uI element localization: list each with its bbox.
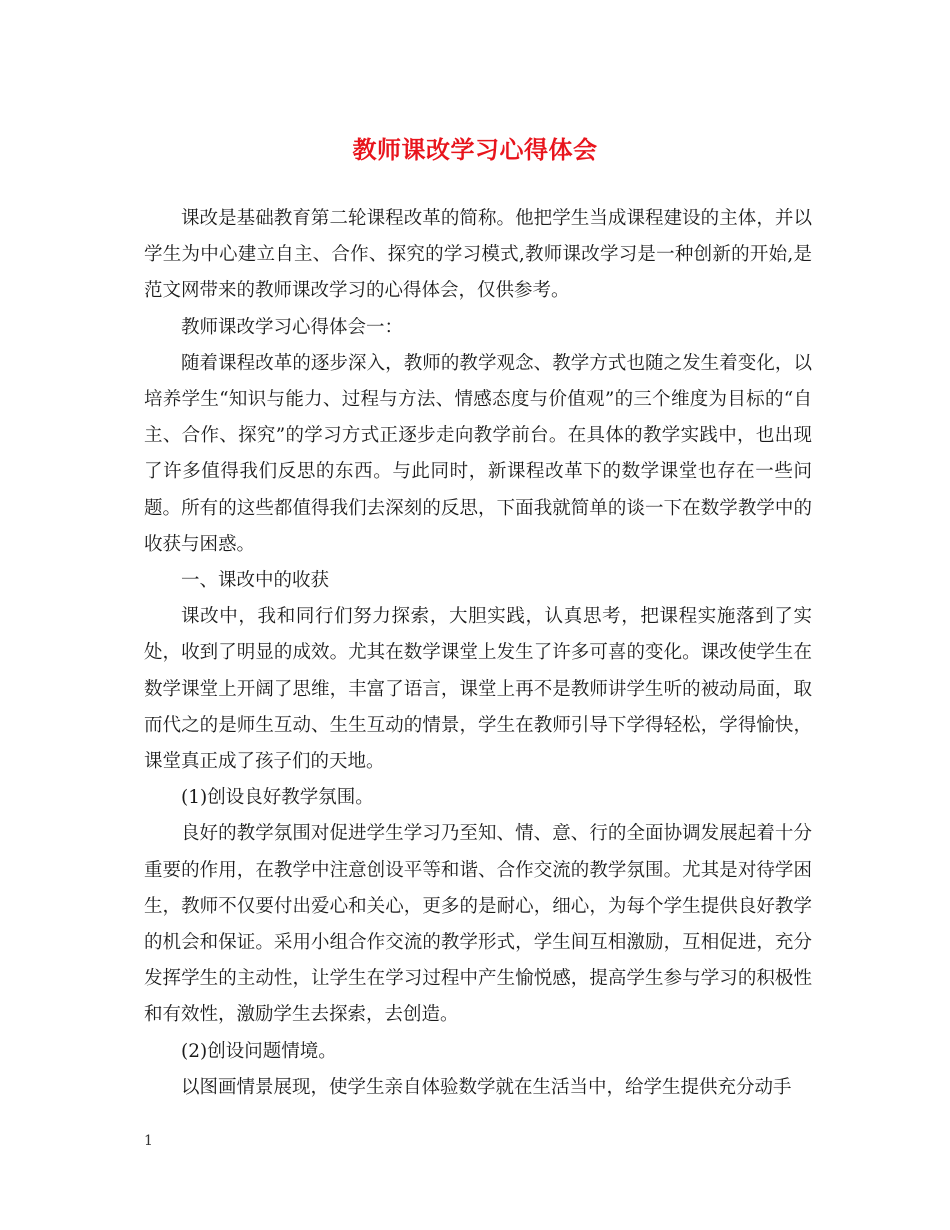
subheading-atmosphere: (1)创设良好教学氛围。 — [181, 787, 374, 809]
subheading-problem-situation: (2)创设问题情境。 — [181, 1040, 337, 1062]
paragraph-intro: 课改是基础教育第二轮课程改革的简称。他把学生当成课程建设的主体，并以学生为中心建立自主、合作、探究的学习模式,教师课改学习是一种创新的开始,是范文网带来的教师课改学习的心得体会，仅供参考。 — [144, 208, 812, 302]
paragraph-gains: 课改中，我和同行们努力探索，大胆实践，认真思考，把课程实施落到了实处，收到了明显的成效。尤其在数学课堂上发生了许多可喜的变化。课改使学生在数学课堂上开阔了思维，丰富了语言，课堂上再不是教师讲学生听的被动局面，取而代之的是师生互动、生生互动的情景，学生在教师引导下学得轻松，学得愉快，课堂真正成了孩子们的天地。 — [144, 606, 812, 773]
paragraph-reform-context: 随着课程改革的逐步深入，教师的教学观念、教学方式也随之发生着变化，以培养学生“知识与能力、过程与方法、情感态度与价值观”的三个维度为目标的“自主、合作、探究”的学习方式正逐步走向教学前台。在具体的教学实践中，也出现了许多值得我们反思的东西。与此同时，新课程改革下的数学课堂也存在一些问题。所有的这些都值得我们去深刻的反思，下面我就简单的谈一下在数学教学中的收获与困惑。 — [144, 352, 812, 555]
paragraph-heading-part-one: 教师课改学习心得体会一： — [181, 316, 404, 338]
paragraph-atmosphere: 良好的教学氛围对促进学生学习乃至知、情、意、行的全面协调发展起着十分重要的作用，在教学中注意创设平等和谐、合作交流的教学氛围。尤其是对待学困生，教师不仅要付出爱心和关心，更多的是耐心，细心，为每个学生提供良好教学的机会和保证。采用小组合作交流的教学形式，学生间互相激励，互相促进，充分发挥学生的主动性，让学生在学习过程中产生愉悦感，提高学生参与学习的积极性和有效性，激励学生去探索，去创造。 — [144, 823, 812, 1026]
paragraph-problem-situation: 以图画情景展现，使学生亲自体验数学就在生活当中，给学生提供充分动手 — [181, 1076, 792, 1098]
document-title: 教师课改学习心得体会 — [352, 135, 598, 164]
document-body — [144, 201, 812, 1106]
section-heading-gains: 一、课改中的收获 — [181, 570, 330, 592]
page-number: 1 — [144, 1133, 153, 1149]
